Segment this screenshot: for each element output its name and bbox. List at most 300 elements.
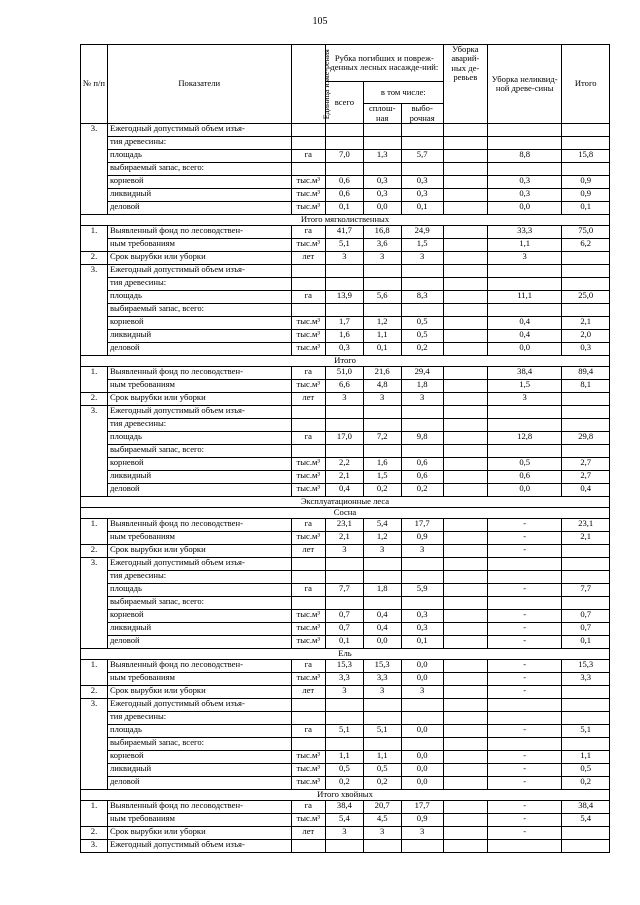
table-cell: 0,0	[487, 484, 561, 497]
table-cell	[562, 124, 610, 137]
table-cell: 0,7	[326, 610, 364, 623]
row-label: ликвидный	[107, 623, 291, 636]
section-heading: Эксплуатационные леса	[81, 497, 610, 508]
table-cell	[443, 699, 487, 712]
table-cell: 3	[363, 252, 401, 265]
table-cell	[487, 124, 561, 137]
table-cell	[443, 751, 487, 764]
table-row	[81, 317, 610, 330]
table-cell: 23,1	[562, 519, 610, 532]
table-cell	[443, 686, 487, 699]
table-cell	[443, 623, 487, 636]
unit-cell: га	[291, 660, 326, 673]
table-cell: 2,0	[562, 330, 610, 343]
table-cell: 38,4	[562, 801, 610, 814]
unit-cell: лет	[291, 545, 326, 558]
table-cell	[487, 445, 561, 458]
table-cell	[443, 764, 487, 777]
table-cell: 0,0	[401, 764, 443, 777]
row-label: Выявленный фонд по лесоводствен-	[107, 226, 291, 239]
row-label: ликвидный	[107, 189, 291, 202]
table-cell: 0,6	[487, 471, 561, 484]
table-cell	[401, 840, 443, 853]
table-cell: 38,4	[326, 801, 364, 814]
table-cell	[443, 419, 487, 432]
table-cell: 15,8	[562, 150, 610, 163]
table-cell: 0,7	[326, 623, 364, 636]
row-label: Срок вырубки или уборки	[107, 827, 291, 840]
table-cell: 1,7	[326, 317, 364, 330]
table-cell: 0,7	[562, 610, 610, 623]
table-cell: 1,1	[363, 330, 401, 343]
table-cell: 6,6	[326, 380, 364, 393]
table-row	[81, 508, 610, 519]
table-cell: 5,1	[326, 239, 364, 252]
table-cell	[443, 150, 487, 163]
table-row	[81, 343, 610, 356]
table-row	[81, 636, 610, 649]
table-row	[81, 176, 610, 189]
unit-cell: га	[291, 150, 326, 163]
table-cell: 3	[363, 686, 401, 699]
unit-cell: тыс.м³	[291, 471, 326, 484]
table-cell: -	[487, 827, 561, 840]
header-sum: Итого	[562, 45, 610, 124]
table-cell	[443, 814, 487, 827]
table-cell	[326, 278, 364, 291]
table-cell: 0,3	[562, 343, 610, 356]
table-cell: 0,1	[401, 636, 443, 649]
table-cell	[291, 278, 326, 291]
table-cell: 5,1	[562, 725, 610, 738]
unit-cell: лет	[291, 252, 326, 265]
table-cell: 3	[401, 393, 443, 406]
table-cell	[401, 406, 443, 419]
header-selective: выбо-рочная	[401, 104, 443, 124]
table-row	[81, 725, 610, 738]
table-cell: 0,3	[487, 189, 561, 202]
table-cell	[487, 571, 561, 584]
table-row	[81, 393, 610, 406]
table-cell: 9,8	[401, 432, 443, 445]
row-label: Ежегодный допустимый объем изъя-	[107, 699, 291, 712]
row-label: тия древесины:	[107, 278, 291, 291]
table-cell	[291, 712, 326, 725]
table-row	[81, 484, 610, 497]
table-row	[81, 532, 610, 545]
table-cell: 0,1	[326, 636, 364, 649]
table-row	[81, 432, 610, 445]
table-cell: 2,1	[326, 532, 364, 545]
table-cell	[487, 840, 561, 853]
table-cell: 8,3	[401, 291, 443, 304]
table-cell	[326, 738, 364, 751]
table-cell	[443, 545, 487, 558]
table-cell	[487, 163, 561, 176]
row-number: 2.	[81, 545, 108, 558]
table-row	[81, 189, 610, 202]
table-row	[81, 790, 610, 801]
table-cell: 0,3	[401, 176, 443, 189]
table-cell	[562, 571, 610, 584]
table-cell	[443, 445, 487, 458]
row-label: ным требованиям	[107, 814, 291, 827]
table-row	[81, 419, 610, 432]
unit-cell: тыс.м³	[291, 202, 326, 215]
section-heading: Итого	[81, 356, 610, 367]
row-label: тия древесины:	[107, 137, 291, 150]
table-row	[81, 649, 610, 660]
table-row	[81, 497, 610, 508]
table-cell: 0,5	[401, 317, 443, 330]
table-cell	[401, 571, 443, 584]
table-cell	[363, 278, 401, 291]
unit-cell: тыс.м³	[291, 239, 326, 252]
table-cell	[443, 660, 487, 673]
table-cell	[562, 163, 610, 176]
table-cell: 0,3	[401, 189, 443, 202]
table-cell: 0,0	[401, 673, 443, 686]
table-cell: 0,9	[562, 189, 610, 202]
table-cell: -	[487, 660, 561, 673]
table-cell	[291, 840, 326, 853]
table-cell	[562, 419, 610, 432]
table-row	[81, 712, 610, 725]
row-number: 1.	[81, 660, 108, 686]
table-cell: 6,2	[562, 239, 610, 252]
row-label: Ежегодный допустимый объем изъя-	[107, 124, 291, 137]
table-cell	[363, 406, 401, 419]
row-label: ликвидный	[107, 471, 291, 484]
table-cell	[443, 317, 487, 330]
table-cell: 7,0	[326, 150, 364, 163]
table-cell: 25,0	[562, 291, 610, 304]
row-label: выбираемый запас, всего:	[107, 304, 291, 317]
table-cell: 2,1	[562, 532, 610, 545]
table-cell: 3	[363, 393, 401, 406]
table-cell: 5,7	[401, 150, 443, 163]
table-row	[81, 660, 610, 673]
table-row	[81, 265, 610, 278]
unit-cell: тыс.м³	[291, 317, 326, 330]
unit-cell: га	[291, 584, 326, 597]
unit-cell: га	[291, 725, 326, 738]
table-cell: 0,2	[363, 484, 401, 497]
table-cell: 3	[401, 686, 443, 699]
unit-cell: тыс.м³	[291, 380, 326, 393]
table-cell: 0,6	[326, 189, 364, 202]
table-cell: 5,1	[363, 725, 401, 738]
table-cell: 0,2	[363, 777, 401, 790]
table-cell	[401, 712, 443, 725]
table-cell	[487, 738, 561, 751]
table-cell	[443, 406, 487, 419]
table-cell: 89,4	[562, 367, 610, 380]
unit-cell: тыс.м³	[291, 814, 326, 827]
table-row	[81, 699, 610, 712]
table-cell: -	[487, 814, 561, 827]
table-cell: 1,3	[363, 150, 401, 163]
table-cell: 1,5	[487, 380, 561, 393]
table-cell	[363, 163, 401, 176]
table-cell: 0,5	[562, 764, 610, 777]
row-label: Ежегодный допустимый объем изъя-	[107, 840, 291, 853]
header-incl: в том числе:	[363, 82, 443, 104]
table-cell: 3	[363, 545, 401, 558]
header-emergency: Уборка аварий-ных де-ревьев	[443, 45, 487, 124]
row-label: Срок вырубки или уборки	[107, 545, 291, 558]
table-cell	[562, 393, 610, 406]
row-label: деловой	[107, 202, 291, 215]
table-cell	[363, 699, 401, 712]
table-cell: 5,4	[363, 519, 401, 532]
table-cell: 0,0	[363, 202, 401, 215]
table-cell: -	[487, 532, 561, 545]
table-cell	[443, 226, 487, 239]
table-cell: 38,4	[487, 367, 561, 380]
table-cell: 0,1	[562, 202, 610, 215]
table-cell: 1,5	[363, 471, 401, 484]
unit-cell: га	[291, 432, 326, 445]
table-cell	[487, 699, 561, 712]
table-cell	[363, 597, 401, 610]
table-cell: 33,3	[487, 226, 561, 239]
table-cell: 0,0	[401, 660, 443, 673]
table-cell	[443, 163, 487, 176]
table-row	[81, 226, 610, 239]
unit-cell: тыс.м³	[291, 189, 326, 202]
table-cell	[401, 699, 443, 712]
table-cell: 1,2	[363, 317, 401, 330]
table-cell	[443, 471, 487, 484]
table-cell	[401, 124, 443, 137]
row-label: ным требованиям	[107, 239, 291, 252]
unit-cell: лет	[291, 393, 326, 406]
table-cell	[291, 558, 326, 571]
row-label: выбираемый запас, всего:	[107, 597, 291, 610]
table-cell	[443, 432, 487, 445]
table-cell: 4,5	[363, 814, 401, 827]
table-cell	[443, 571, 487, 584]
table-cell: 75,0	[562, 226, 610, 239]
row-label: площадь	[107, 432, 291, 445]
table-row	[81, 304, 610, 317]
table-cell: 5,4	[326, 814, 364, 827]
table-cell	[562, 827, 610, 840]
row-label: деловой	[107, 343, 291, 356]
table-cell: 0,6	[326, 176, 364, 189]
row-label: ным требованиям	[107, 532, 291, 545]
table-cell: 3	[326, 827, 364, 840]
table-cell: 1,2	[363, 532, 401, 545]
table-cell	[291, 699, 326, 712]
table-cell: 0,7	[562, 623, 610, 636]
table-cell	[562, 738, 610, 751]
table-cell	[562, 558, 610, 571]
table-cell	[487, 558, 561, 571]
table-cell: 0,0	[401, 725, 443, 738]
table-cell: -	[487, 801, 561, 814]
table-cell	[487, 137, 561, 150]
section-heading: Итого хвойных	[81, 790, 610, 801]
unit-cell: тыс.м³	[291, 330, 326, 343]
table-cell: 24,9	[401, 226, 443, 239]
row-label: Срок вырубки или уборки	[107, 252, 291, 265]
table-cell	[401, 597, 443, 610]
table-cell: 2,7	[562, 471, 610, 484]
table-cell: 2,7	[562, 458, 610, 471]
table-row	[81, 558, 610, 571]
table-cell: 0,2	[562, 777, 610, 790]
table-cell: 5,1	[326, 725, 364, 738]
table-cell: 0,1	[363, 343, 401, 356]
table-cell	[443, 202, 487, 215]
unit-cell: тыс.м³	[291, 777, 326, 790]
table-cell: 3	[401, 545, 443, 558]
table-cell: 0,3	[326, 343, 364, 356]
table-cell	[363, 419, 401, 432]
table-cell: 3	[363, 827, 401, 840]
row-label: деловой	[107, 777, 291, 790]
section-heading: Сосна	[81, 508, 610, 519]
table-cell: 51,0	[326, 367, 364, 380]
table-cell: 0,4	[562, 484, 610, 497]
table-cell: 23,1	[326, 519, 364, 532]
unit-cell: тыс.м³	[291, 673, 326, 686]
table-cell	[443, 278, 487, 291]
unit-cell: га	[291, 367, 326, 380]
table-cell: 0,9	[401, 532, 443, 545]
row-number: 2.	[81, 686, 108, 699]
unit-cell: га	[291, 519, 326, 532]
table-cell: 0,6	[401, 471, 443, 484]
row-label: выбираемый запас, всего:	[107, 163, 291, 176]
table-cell	[291, 137, 326, 150]
page-number: 105	[312, 16, 328, 27]
table-cell: 29,8	[562, 432, 610, 445]
table-row	[81, 124, 610, 137]
table-cell: 7,7	[562, 584, 610, 597]
row-label: Ежегодный допустимый объем изъя-	[107, 558, 291, 571]
table-cell	[487, 278, 561, 291]
table-cell: 5,4	[562, 814, 610, 827]
row-label: корневой	[107, 458, 291, 471]
table-cell	[291, 406, 326, 419]
table-cell: 1,6	[326, 330, 364, 343]
table-cell	[443, 801, 487, 814]
table-row	[81, 610, 610, 623]
table-cell	[443, 189, 487, 202]
table-cell	[363, 558, 401, 571]
table-cell	[291, 597, 326, 610]
row-label: площадь	[107, 150, 291, 163]
table-cell	[443, 532, 487, 545]
table-cell: 20,7	[363, 801, 401, 814]
table-row	[81, 239, 610, 252]
header-felling: Рубка погибших и повреж-денных лесных насажде-ний:	[326, 45, 444, 82]
row-label: корневой	[107, 610, 291, 623]
table-cell	[363, 840, 401, 853]
table-cell: 0,3	[401, 610, 443, 623]
table-row	[81, 445, 610, 458]
table-cell	[363, 445, 401, 458]
unit-cell: лет	[291, 827, 326, 840]
table-cell: 15,3	[562, 660, 610, 673]
header-solid: сплош-ная	[363, 104, 401, 124]
table-cell: 1,1	[562, 751, 610, 764]
table-cell: 12,8	[487, 432, 561, 445]
table-row	[81, 584, 610, 597]
row-label: тия древесины:	[107, 712, 291, 725]
header-illiquid: Уборка неликвид-ной древе-сины	[487, 45, 561, 124]
row-label: корневой	[107, 176, 291, 189]
table-cell: 29,4	[401, 367, 443, 380]
table-cell	[443, 725, 487, 738]
table-cell	[487, 406, 561, 419]
table-cell	[291, 265, 326, 278]
table-cell: -	[487, 636, 561, 649]
table-cell: 4,8	[363, 380, 401, 393]
table-cell: 5,6	[363, 291, 401, 304]
row-label: ликвидный	[107, 330, 291, 343]
table-cell	[401, 163, 443, 176]
table-cell: 0,4	[363, 610, 401, 623]
table-cell	[326, 699, 364, 712]
table-cell	[443, 827, 487, 840]
section-heading: Ель	[81, 649, 610, 660]
table-cell: 0,2	[401, 343, 443, 356]
table-cell	[443, 330, 487, 343]
row-label: Срок вырубки или уборки	[107, 686, 291, 699]
row-number: 1.	[81, 367, 108, 393]
table-row	[81, 291, 610, 304]
table-row	[81, 777, 610, 790]
table-cell	[363, 137, 401, 150]
table-row	[81, 137, 610, 150]
table-cell	[326, 419, 364, 432]
table-cell	[443, 367, 487, 380]
table-cell	[401, 137, 443, 150]
table-cell	[562, 278, 610, 291]
table-cell	[363, 738, 401, 751]
row-number: 3.	[81, 558, 108, 649]
unit-cell: тыс.м³	[291, 458, 326, 471]
unit-cell: тыс.м³	[291, 623, 326, 636]
row-label: Срок вырубки или уборки	[107, 393, 291, 406]
table-cell: 1,1	[487, 239, 561, 252]
header-total: всего	[326, 82, 364, 124]
table-cell	[291, 571, 326, 584]
row-label: Выявленный фонд по лесоводствен-	[107, 660, 291, 673]
table-cell	[443, 738, 487, 751]
table-cell	[443, 291, 487, 304]
table-cell: 1,6	[363, 458, 401, 471]
table-cell	[401, 558, 443, 571]
row-label: Ежегодный допустимый объем изъя-	[107, 406, 291, 419]
table-row	[81, 738, 610, 751]
table-cell	[443, 777, 487, 790]
table-cell: -	[487, 519, 561, 532]
table-cell	[326, 124, 364, 137]
table-cell: 5,9	[401, 584, 443, 597]
table-cell: 1,1	[326, 751, 364, 764]
table-cell	[562, 137, 610, 150]
table-body	[81, 124, 610, 853]
table-cell	[562, 445, 610, 458]
table-row	[81, 545, 610, 558]
table-cell: 0,2	[326, 777, 364, 790]
table-cell: 1,8	[363, 584, 401, 597]
